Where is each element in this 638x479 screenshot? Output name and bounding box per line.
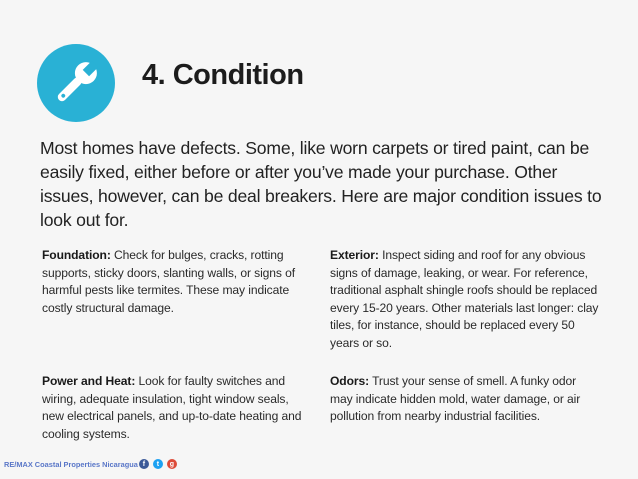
footer [4, 457, 177, 471]
intro-paragraph: Most homes have defects. Some, like worn carpets or tired paint, can be easily fixed, either before or after you’ve made your purchase. Other issues, however, can be deal breakers. Here are major condition issues to look out for. [40, 138, 602, 230]
section-heading: Foundation: [42, 248, 111, 262]
page-title: 4. Condition [142, 59, 304, 91]
wrench-icon-badge [37, 44, 115, 122]
twitter-icon[interactable]: t [153, 459, 163, 469]
section-exterior [330, 247, 605, 353]
facebook-icon[interactable]: f [139, 459, 149, 469]
section-odors [330, 373, 600, 426]
section-heading: Exterior: [330, 248, 379, 262]
section-power-and-heat [42, 373, 302, 443]
wrench-icon [37, 44, 115, 122]
section-body: Look for faulty switches and wiring, adequate insulation, tight window seals, new electrical panels, and up-to-date heating and cooling systems. [42, 374, 302, 441]
footer-brand-link[interactable]: RE/MAX Coastal Properties Nicaragua [4, 459, 138, 469]
section-body: Trust your sense of smell. A funky odor may indicate hidden mold, water damage, or air pollution from nearby industrial facilities. [330, 374, 581, 424]
section-heading: Odors: [330, 374, 370, 388]
section-foundation [42, 247, 312, 317]
section-heading: Power and Heat: [42, 374, 136, 388]
section-body: Inspect siding and roof for any obvious signs of damage, leaking, or wear. For reference, traditional asphalt shingle roofs should be replaced every 15-20 years. Other materials last longer: clay tiles, for instance, should be replaced every 50 years or so. [330, 248, 599, 350]
section-body: Check for bulges, cracks, rotting supports, sticky doors, slanting walls, or signs of harmful pests like termites. These may indicate costly structural damage. [42, 248, 296, 315]
google-plus-icon[interactable]: g [167, 459, 177, 469]
